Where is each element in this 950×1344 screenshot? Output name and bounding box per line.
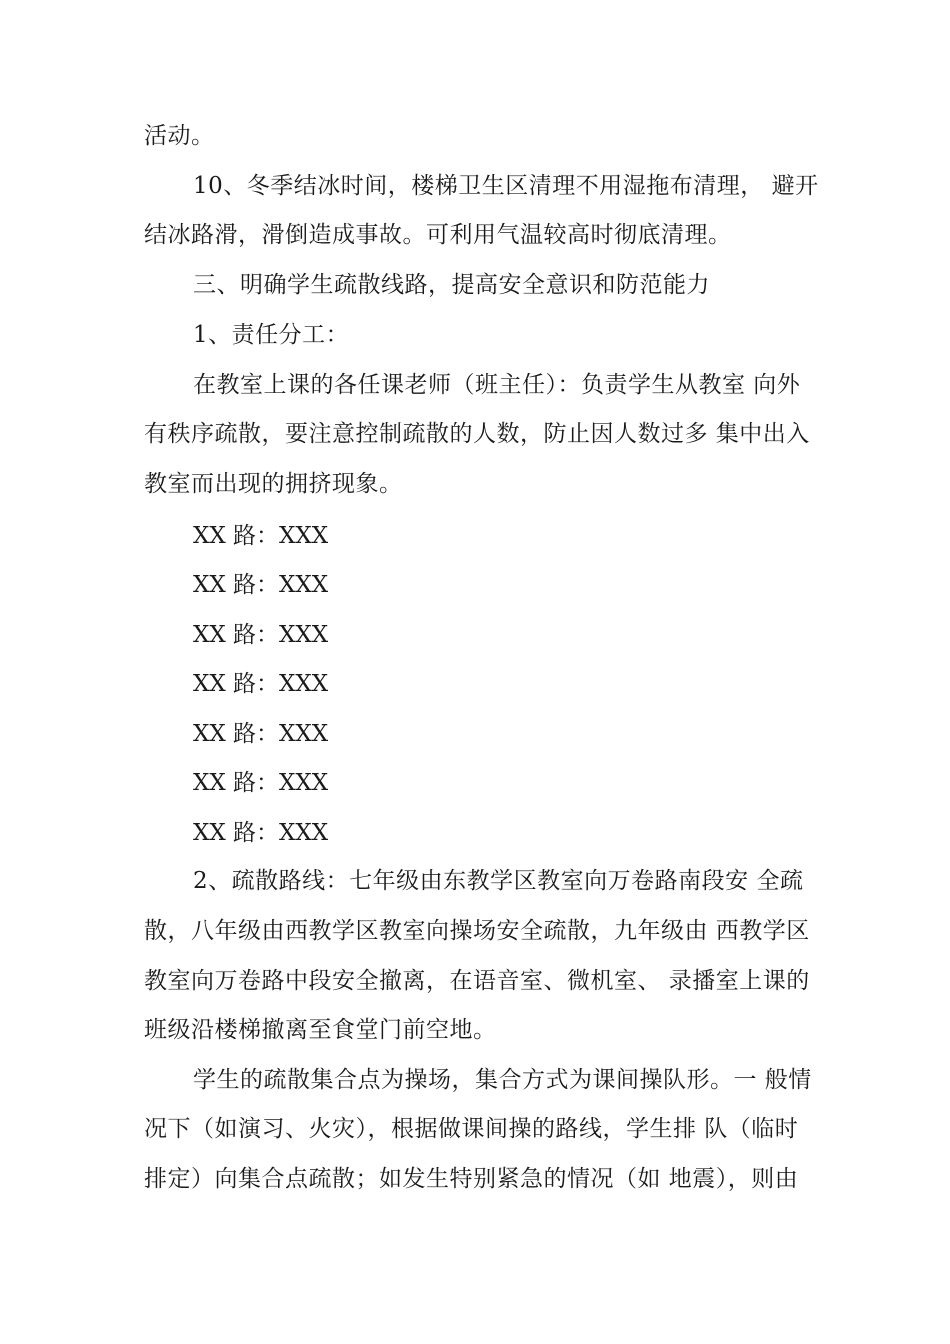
paragraph-line: 10、冬季结冰时间，楼梯卫生区清理不用湿拖布清理， 避开 (193, 173, 819, 199)
paragraph-line: 结冰路滑，滑倒造成事故。可利用气温较高时彻底清理。 (144, 222, 732, 248)
paragraph-line: 有秩序疏散，要注意控制疏散的人数，防止因人数过多 集中出入 (144, 421, 810, 447)
paragraph-line: 况下（如演习、火灾），根据做课间操的路线，学生排 队（临时 (144, 1116, 799, 1142)
route-line: XX 路：XXX (193, 671, 329, 697)
paragraph-line: 教室而出现的拥挤现象。 (144, 471, 403, 497)
section-heading: 三、明确学生疏散线路，提高安全意识和防范能力 (193, 272, 710, 298)
route-line: XX 路：XXX (193, 523, 329, 549)
paragraph-line: 学生的疏散集合点为操场，集合方式为课间操队形。一 般情 (193, 1067, 812, 1093)
paragraph-line: 2、疏散路线：七年级由东教学区教室向万卷路南段安 全疏 (193, 868, 804, 894)
paragraph-line: 散，八年级由西教学区教室向操场安全疏散，九年级由 西教学区 (144, 918, 810, 944)
route-line: XX 路：XXX (193, 770, 329, 796)
subsection-heading: 1、责任分工： (193, 322, 350, 348)
paragraph-line: 教室向万卷路中段安全撤离，在语音室、微机室、 录播室上课的 (144, 968, 810, 994)
paragraph-line: 在教室上课的各任课老师（班主任）：负责学生从教室 向外 (193, 372, 801, 398)
route-line: XX 路：XXX (193, 721, 329, 747)
route-line: XX 路：XXX (193, 820, 329, 846)
paragraph-line: 班级沿楼梯撤离至食堂门前空地。 (144, 1017, 497, 1043)
paragraph-line: 活动。 (144, 123, 215, 149)
paragraph-line: 排定）向集合点疏散；如发生特别紧急的情况（如 地震），则由 (144, 1166, 799, 1192)
route-line: XX 路：XXX (193, 622, 329, 648)
route-line: XX 路：XXX (193, 572, 329, 598)
